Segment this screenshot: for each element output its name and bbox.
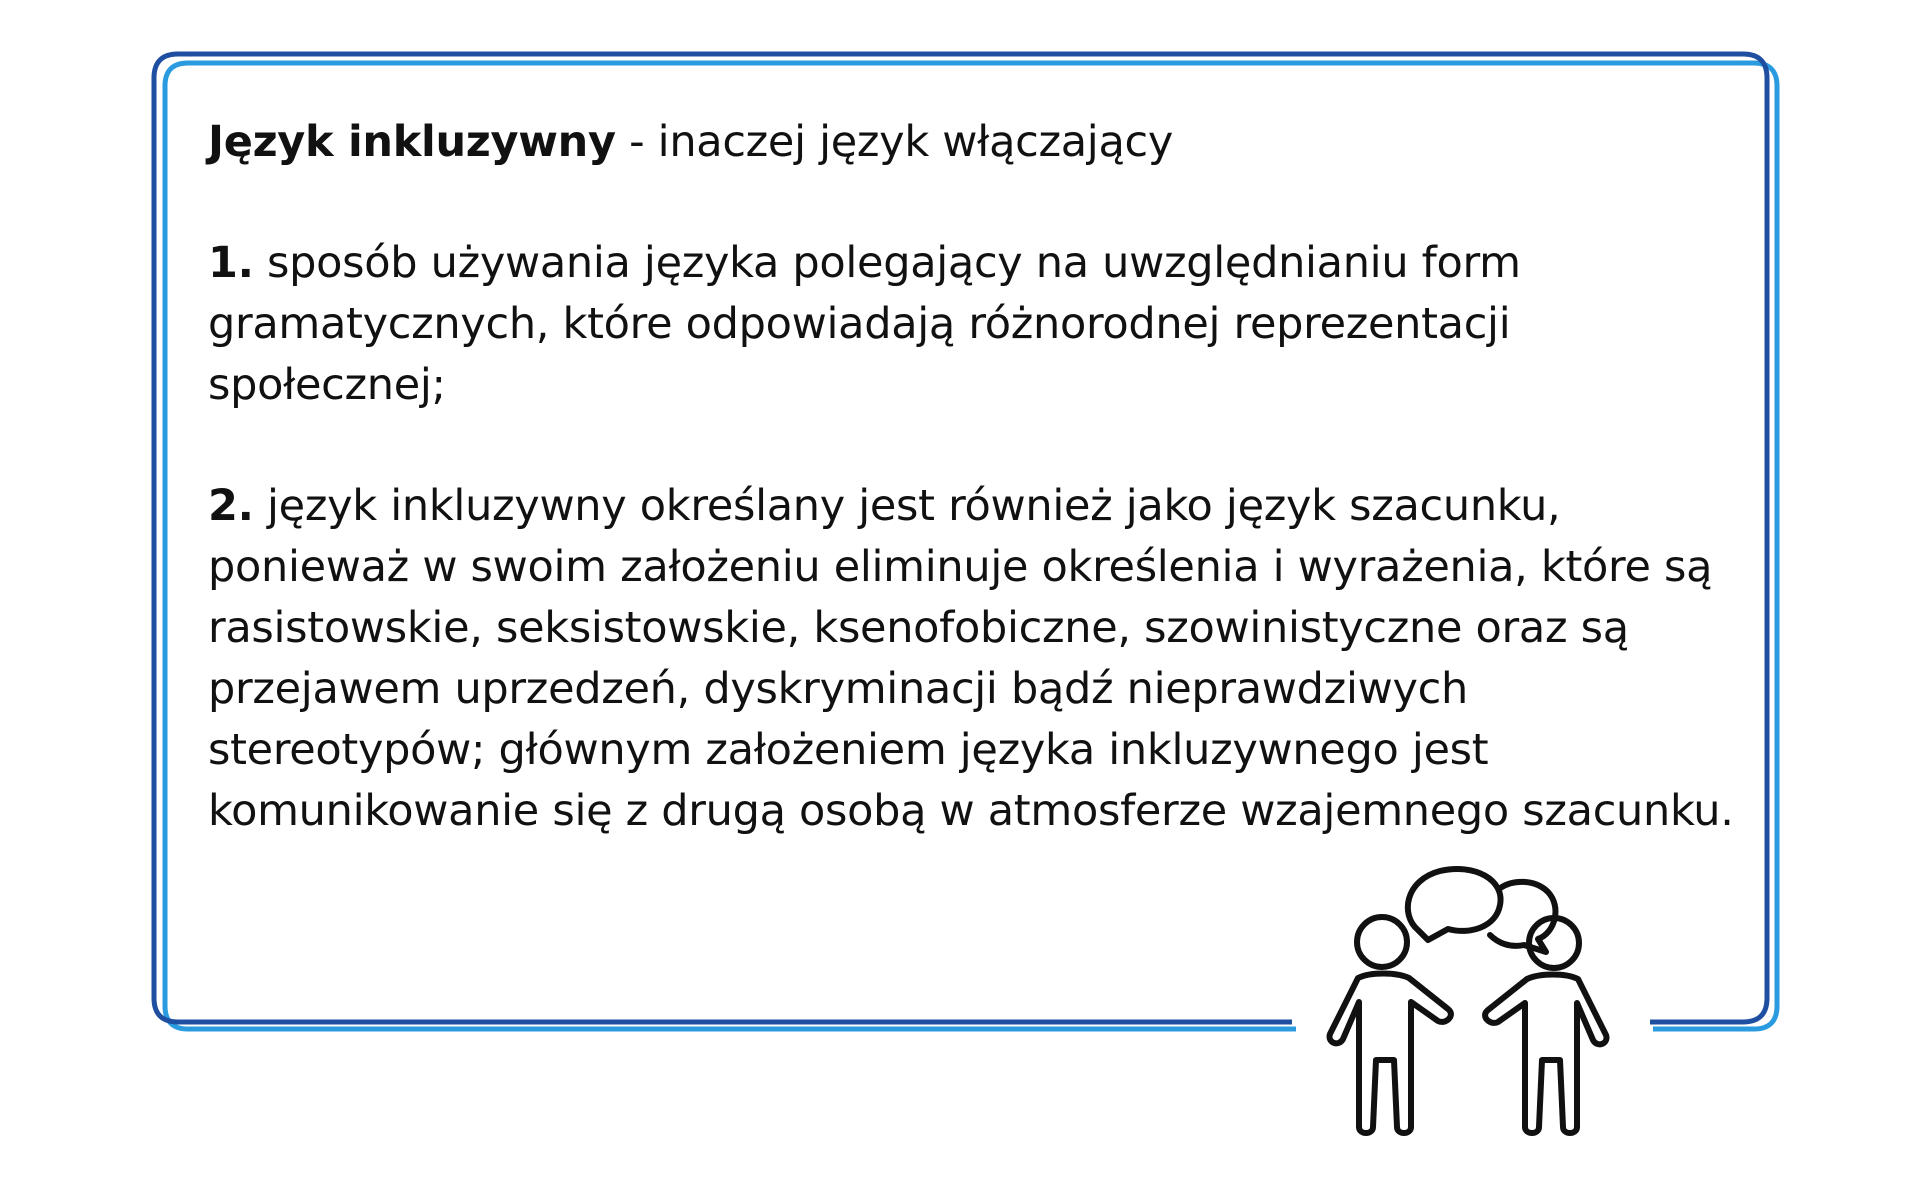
person-left-head-icon — [1357, 917, 1407, 967]
definition-line: przejawem uprzedzeń, dyskryminacji bądź nieprawdziwych — [208, 664, 1468, 714]
definition-line: komunikowanie się z drugą osobą w atmosferze wzajemnego szacunku. — [208, 786, 1734, 836]
definition-2 — [208, 476, 1768, 842]
definition-line: ponieważ w swoim założeniu eliminuje określenia i wyrażenia, które są — [208, 542, 1713, 592]
definition-line: społecznej; — [208, 360, 446, 410]
definition-1 — [208, 233, 1768, 416]
definition-number: 1. — [208, 238, 254, 288]
defined-term: Język inkluzywny — [208, 117, 616, 167]
definition-title — [208, 112, 1768, 173]
definition-line: gramatycznych, które odpowiadają różnorodnej reprezentacji — [208, 299, 1511, 349]
person-right-body-icon — [1485, 975, 1606, 1134]
term-synonym: - inaczej język włączający — [615, 117, 1173, 167]
person-left-body-icon — [1330, 974, 1451, 1134]
definition-line: rasistowskie, seksistowskie, ksenofobiczne, szowinistyczne oraz są — [208, 603, 1629, 653]
definition-number: 2. — [208, 481, 254, 531]
speech-bubble-left-icon — [1408, 869, 1501, 940]
definition-line: język inkluzywny określany jest również jako język szacunku, — [267, 481, 1561, 531]
two-people-talking-icon — [1300, 855, 1640, 1145]
definition-line: sposób używania języka polegający na uwzględnianiu form — [267, 238, 1521, 288]
definition-card — [208, 112, 1768, 902]
definition-line: stereotypów; głównym założeniem języka inkluzywnego jest — [208, 725, 1489, 775]
